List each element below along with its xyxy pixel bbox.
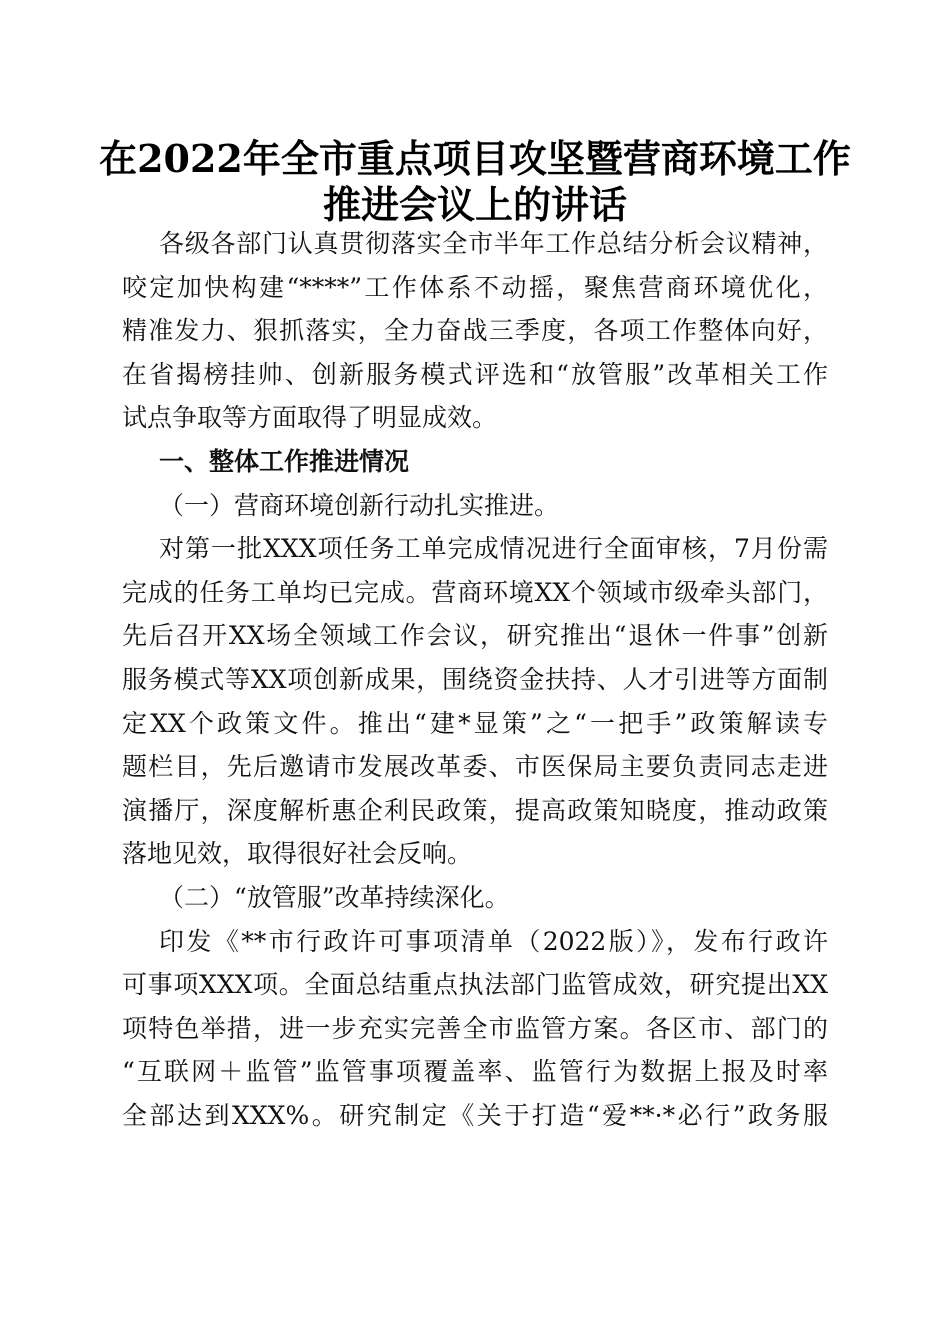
subsection-heading: （一）营商环境创新行动扎实推进。: [159, 490, 560, 520]
paragraph-line: 完成的任务工单均已完成。营商环境XX个领域市级牵头部门，: [122, 577, 828, 607]
paragraph-line: 演播厅，深度解析惠企利民政策，提高政策知晓度，推动政策: [122, 795, 828, 825]
paragraph-line: 项特色举措，进一步充实完善全市监管方案。各区市、部门的: [122, 1013, 828, 1043]
section-heading: 一、整体工作推进情况: [159, 446, 410, 476]
paragraph-line: “互联网＋监管”监管事项覆盖率、监管行为数据上报及时率: [122, 1057, 828, 1087]
paragraph-line: 落地见效，取得很好社会反响。: [122, 839, 473, 869]
paragraph-line: 印发《**市行政许可事项清单（2022版）》，发布行政许: [159, 926, 828, 956]
paragraph-line: 咬定加快构建“****”工作体系不动摇，聚焦营商环境优化，: [122, 272, 828, 302]
paragraph-line: 可事项XXX项。全面总结重点执法部门监管成效，研究提出XX: [122, 970, 828, 1000]
paragraph-line: 题栏目，先后邀请市发展改革委、市医保局主要负责同志走进: [122, 752, 828, 782]
paragraph-line: 定XX个政策文件。推出“建*显策”之“一把手”政策解读专: [122, 708, 828, 738]
subsection-heading: （二）“放管服”改革持续深化。: [159, 882, 510, 912]
document-title-line-1: 在2022年全市重点项目攻坚暨营商环境工作: [99, 136, 851, 181]
paragraph-line: 对第一批XXX项任务工单完成情况进行全面审核，7月份需: [159, 534, 828, 564]
document-body: [122, 222, 828, 1137]
paragraph-line: 服务模式等XX项创新成果，围绕资金扶持、人才引进等方面制: [122, 664, 828, 694]
paragraph-line: 先后召开XX场全领域工作会议，研究推出“退休一件事”创新: [122, 621, 828, 651]
paragraph-line: 全部达到XXX%。研究制定《关于打造“爱**·*必行”政务服: [122, 1100, 828, 1130]
paragraph-line: 在省揭榜挂帅、创新服务模式评选和“放管服”改革相关工作: [122, 359, 828, 389]
paragraph-line: 试点争取等方面取得了明显成效。: [122, 403, 498, 433]
document-title-line-2: 推进会议上的讲话: [322, 182, 627, 227]
paragraph-line: 各级各部门认真贯彻落实全市半年工作总结分析会议精神，: [159, 229, 828, 258]
paragraph-line: 精准发力、狠抓落实，全力奋战三季度，各项工作整体向好，: [122, 316, 828, 346]
